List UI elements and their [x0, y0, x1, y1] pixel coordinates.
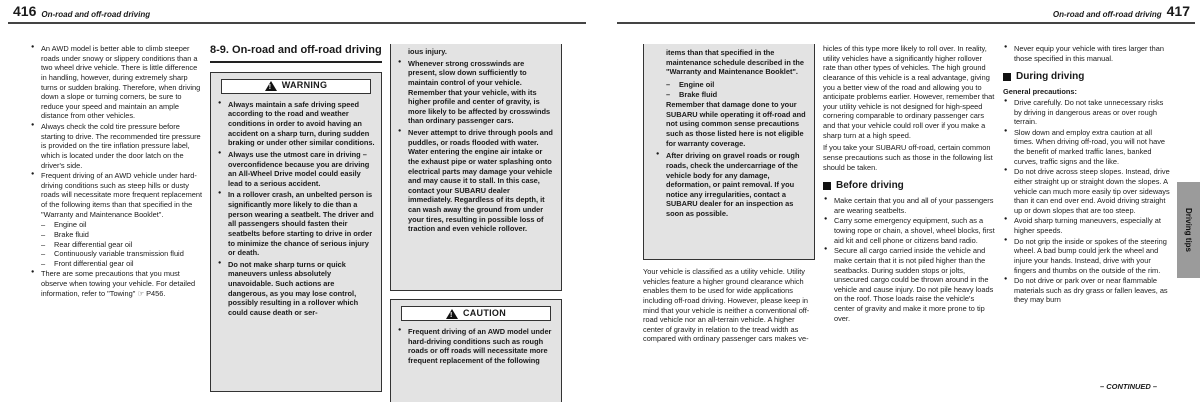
- dash-item: – Engine oil: [666, 80, 806, 90]
- warning-item: ● In a rollover crash, an unbelted person is significantly more likely to die than a person wearing a seatbelt. The driver and all passengers should fasten their seatbelts before starting to drive in order to minimize the chance of serious injury or death.: [217, 190, 375, 257]
- list-item: ● Always check the cold tire pressure before starting to drive. The recommended tire pressure is provided on the tire inflation pressure label, which is located under the door latch on the driver's side.: [30, 122, 203, 170]
- left-column-2: [210, 40, 382, 402]
- list-item: ● Secure all cargo carried inside the vehicle and make certain that it is not piled higher than the seatbacks. During sudden stops or jolts, unsecured cargo could be thrown around in the vehicle and cause injury. Do not pile heavy loads on the roof. Those loads raise the vehicle's center of gravity and make it more prone to tip over.: [823, 246, 995, 323]
- warning-box: [210, 72, 382, 392]
- list-item: ● There are some precautions that you must observe when towing your vehicle. For detailed information, refer to "Towing" ☞ P456.: [30, 269, 203, 298]
- warning-triangle-icon: !: [265, 81, 277, 91]
- dash-item: – Brake fluid: [41, 230, 203, 240]
- header-title-right: On-road and off-road driving: [1052, 9, 1162, 19]
- list-item: ● Make certain that you and all of your passengers are wearing seatbelts.: [823, 196, 995, 215]
- left-page-header: [8, 2, 586, 24]
- side-tab-label: Driving tips: [1184, 207, 1194, 252]
- general-precautions-label: General precautions:: [1003, 87, 1077, 97]
- subsection-title: [1003, 70, 1171, 83]
- square-bullet-icon: [1003, 73, 1011, 81]
- subsection-title: [823, 179, 995, 192]
- subsection-label: Before driving: [836, 180, 904, 192]
- header-title-left: On-road and off-road driving: [41, 9, 151, 19]
- dash-item: – Engine oil: [41, 220, 203, 230]
- right-page-header: [617, 2, 1195, 24]
- list-item: ● Drive carefully. Do not take unnecessary risks by driving in dangerous areas or over rough terrain.: [1003, 98, 1171, 127]
- right-column-1: [643, 44, 815, 402]
- warning-item: ● Never attempt to drive through pools and puddles, or roads flooded with water. Water entering the engine air intake or the exhaust pipe or water splashing onto electrical parts may damage your vehicle and may cause it to stall. In this case, contact your SUBARU dealer immediately. Regardless of its depth, it can wash away the ground from under your tires, resulting in possible loss of traction and even vehicle rollover.: [397, 128, 555, 234]
- page-number-left: 416: [13, 2, 37, 19]
- caution-box-continued: [643, 44, 815, 260]
- caution-text: Remember that damage done to your SUBARU while operating it off-road and not using common sense precautions such as those listed here is not eligible for warranty coverage.: [666, 100, 806, 148]
- list-item: ● Do not drive or park over or near flammable materials such as dry grass or fallen leaves, as they may burn: [1003, 276, 1171, 305]
- list-item: ● An AWD model is better able to climb steeper roads under snowy or slippery conditions than a two wheel drive vehicle. There is little difference in handling, however, during extremely sharp turns or sudden braking. Therefore, when driving down a slope or turning corners, be sure to reduce your speed and maintain an ample distance from other vehicles.: [30, 44, 203, 121]
- warning-item: ● Do not make sharp turns or quick maneuvers unless absolutely unavoidable. Such actions are dangerous, as you may lose control, possibly resulting in a rollover which could cause death or ser-: [217, 260, 375, 318]
- left-column-1: [30, 44, 203, 299]
- dash-item: – Continuously variable transmission fluid: [41, 249, 203, 259]
- right-column-3: [1003, 44, 1171, 306]
- left-column-3: [390, 44, 562, 402]
- warning-item: ● Always maintain a safe driving speed according to the road and weather conditions in order to avoid having an accident on a sharp turn, during sudden braking or under other similar conditions.: [217, 100, 375, 148]
- list-item: ● Slow down and employ extra caution at all times. When driving off-road, you will not have the benefit of marked traffic lanes, banked curves, traffic signs and the like.: [1003, 128, 1171, 167]
- caution-text: items than that specified in the maintenance schedule described in the "Warranty and Maintenance Booklet".: [666, 48, 805, 77]
- list-item: ● Do not grip the inside or spokes of the steering wheel. A bad bump could jerk the wheel and injure your hands. Instead, drive with your fingers and thumbs on the outside of the rim.: [1003, 237, 1171, 276]
- warning-box-continued: [390, 44, 562, 291]
- list-item: ● Never equip your vehicle with tires larger than those specified in this manual.: [1003, 44, 1171, 63]
- caution-item: ● After driving on gravel roads or rough roads, check the undercarriage of the vehicle body for any damage, deformation, or paint removal. If you notice any irregularities, contact a SUBARU dealer for an inspection as soon as possible.: [655, 151, 806, 218]
- caution-triangle-icon: !: [446, 309, 458, 319]
- warning-header: [221, 79, 371, 94]
- list-item: ● Do not drive across steep slopes. Instead, drive either straight up or straight down the slopes. A vehicle can much more easily tip over sideways than it can end over end. Avoid driving straight up or down slopes that are too steep.: [1003, 167, 1171, 215]
- warning-label: WARNING: [281, 80, 328, 91]
- list-item: ● Frequent driving of an AWD vehicle under hard-driving conditions such as steep hills or dusty roads will necessitate more frequent replacement of the following items than that specified in the "Warranty and Maintenance Booklet".: [30, 171, 203, 219]
- caution-item: ● Frequent driving of an AWD model under hard-driving conditions such as rough roads or off roads will necessitate more frequent replacement of the following: [397, 327, 555, 366]
- list-item: ● Avoid sharp turning maneuvers, especially at higher speeds.: [1003, 216, 1171, 235]
- continued-label: – CONTINUED –: [1100, 382, 1158, 391]
- warning-item: ● Always use the utmost care in driving – overconfidence because you are driving an All-Wheel Drive model could easily lead to a serious accident.: [217, 150, 375, 189]
- caution-header: [401, 306, 551, 321]
- dash-item: – Brake fluid: [666, 90, 806, 100]
- caution-box: [390, 299, 562, 402]
- right-column-2: [823, 44, 995, 324]
- dash-item: – Front differential gear oil: [41, 259, 203, 269]
- page-number-right: 417: [1166, 2, 1190, 19]
- warning-item: ● Whenever strong crosswinds are present, slow down sufficiently to maintain control of your vehicle. Remember that your vehicle, with its higher profile and center of gravity, is more likely to be affected by crosswinds than ordinary passenger cars.: [397, 59, 555, 126]
- subsection-label: During driving: [1016, 71, 1085, 83]
- paragraph: Your vehicle is classified as a utility vehicle. Utility vehicles feature a higher ground clearance which enables them to be used for wide applications including off-road driving. However, please keep in mind that your vehicle is neither a conventional off-road vehicle nor an all-terrain vehicle. A higher center of gravity in relation to the tread width as compared with ordinary passenger cars makes ve-: [643, 267, 810, 344]
- dash-item: – Rear differential gear oil: [41, 240, 203, 250]
- paragraph: hicles of this type more likely to roll over. In reality, utility vehicles have a significantly higher rollover rate than other types of vehicles. The high ground clearance of this vehicle is a real advantage, giving you a better view of the road and allowing you to anticipate problems earlier. However, remember that your utility vehicle is not designed for high-speed cornering comparable to ordinary passenger cars and that your vehicle could roll over if you make a sharp turn at a high speed.: [823, 44, 995, 140]
- paragraph: If you take your SUBARU off-road, certain common sense precautions such as those in the following list should be taken.: [823, 143, 993, 172]
- caution-label: CAUTION: [462, 307, 507, 318]
- square-bullet-icon: [823, 182, 831, 190]
- list-item: ● Carry some emergency equipment, such as a towing rope or chain, a shovel, wheel blocks, first aid kit and cell phone or citizens band radio.: [823, 216, 995, 245]
- section-title: 8-9. On-road and off-road driving: [210, 44, 382, 63]
- continued-text: ious injury.: [408, 47, 447, 56]
